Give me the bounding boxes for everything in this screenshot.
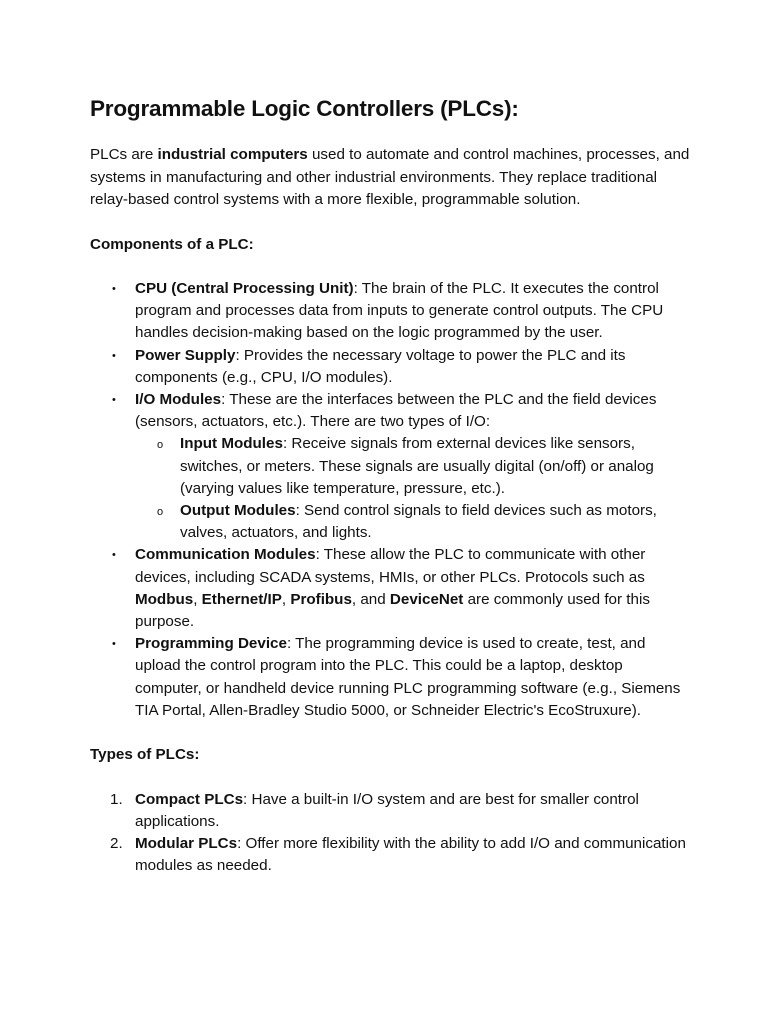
bullet-icon: • — [112, 638, 116, 651]
protocol-profibus: Profibus — [290, 590, 352, 608]
components-list — [90, 278, 690, 722]
list-item-io-modules — [90, 389, 690, 544]
bullet-icon: • — [112, 283, 116, 295]
types-list — [90, 789, 690, 878]
desc-programming-device: : The programming device is used to create, test, and upload the control program into the PLC. This could be a laptop, desktop computer, or handheld device running PLC programming software (e.g., Siemens TIA Portal, Allen-Bradley Studio 5000, or Schneider Electric's EcoStruxure). — [135, 635, 681, 719]
term-input-modules: Input Modules — [180, 435, 283, 453]
list-item-communication-modules — [90, 544, 690, 633]
document-page — [90, 94, 690, 877]
protocol-separator: , — [281, 590, 291, 608]
term-communication-modules: Communication Modules — [135, 546, 316, 564]
sublist-item-output-modules — [135, 500, 690, 544]
term-cpu: CPU (Central Processing Unit) — [135, 280, 354, 297]
components-heading: Components of a PLC: — [90, 235, 254, 253]
bullet-icon: • — [112, 394, 116, 407]
term-modular-plcs: Modular PLCs — [135, 834, 238, 852]
protocol-separator: , and — [351, 590, 390, 608]
intro-bold-term: industrial computers — [157, 146, 308, 163]
desc-communication-part2: are commonly used for this purpose. — [135, 590, 650, 631]
protocol-ethernet-ip: Ethernet/IP — [201, 590, 282, 608]
desc-power-supply: : Provides the necessary voltage to power the PLC and its components (e.g., CPU, I/O modules). — [135, 346, 626, 386]
bullet-icon: • — [112, 349, 116, 362]
intro-text-start: PLCs are — [90, 146, 158, 163]
sublist-item-input-modules — [135, 433, 690, 500]
desc-io-modules: : These are the interfaces between the PLC and the field devices (sensors, actuators, etc.). There are two types of I/O: — [135, 391, 657, 431]
protocol-devicenet: DeviceNet — [389, 590, 464, 608]
desc-compact-plcs: : Have a built-in I/O system and are best for smaller control applications. — [135, 790, 639, 830]
term-io-modules: I/O Modules — [135, 391, 222, 409]
sub-bullet-icon: o — [157, 506, 164, 519]
list-number: 2. — [110, 834, 123, 852]
protocol-modbus: Modbus — [135, 590, 194, 608]
list-number: 1. — [110, 790, 123, 808]
desc-modular-plcs: : Offer more flexibility with the ability to add I/O and communication modules as needed. — [135, 834, 686, 875]
intro-text-end: used to automate and control machines, processes, and systems in manufacturing and other industrial environments. They replace traditional relay-based control systems with a more flexible, programmable solution. — [90, 146, 690, 208]
list-item-modular-plcs — [90, 833, 690, 877]
types-heading: Types of PLCs: — [90, 746, 200, 764]
intro-paragraph — [90, 144, 690, 212]
desc-cpu: : The brain of the PLC. It executes the control program and processes data from inputs to generate control outputs. The CPU handles decision-making based on the logic programmed by the user. — [135, 280, 664, 342]
term-power-supply: Power Supply — [135, 346, 236, 364]
list-item-programming-device — [90, 633, 690, 722]
term-compact-plcs: Compact PLCs — [135, 790, 244, 808]
io-sublist — [135, 433, 690, 544]
list-item-compact-plcs — [90, 789, 690, 833]
protocol-separator: , — [193, 590, 202, 608]
desc-output-modules: : Send control signals to field devices such as motors, valves, actuators, and lights. — [180, 502, 657, 542]
list-item-power-supply — [90, 345, 690, 389]
document-title: Programmable Logic Controllers (PLCs): — [90, 96, 519, 121]
desc-input-modules: : Receive signals from external devices like sensors, switches, or meters. These signals are usually digital (on/off) or analog (varying values like temperature, pressure, etc.). — [180, 435, 654, 497]
term-output-modules: Output Modules — [180, 502, 296, 520]
term-programming-device: Programming Device — [135, 635, 287, 653]
sub-bullet-icon: o — [157, 439, 164, 452]
list-item-cpu — [90, 278, 690, 345]
bullet-icon: • — [112, 549, 116, 562]
desc-communication-part1: : These allow the PLC to communicate with other devices, including SCADA systems, HMIs, or other PLCs. Protocols such as — [135, 546, 646, 586]
